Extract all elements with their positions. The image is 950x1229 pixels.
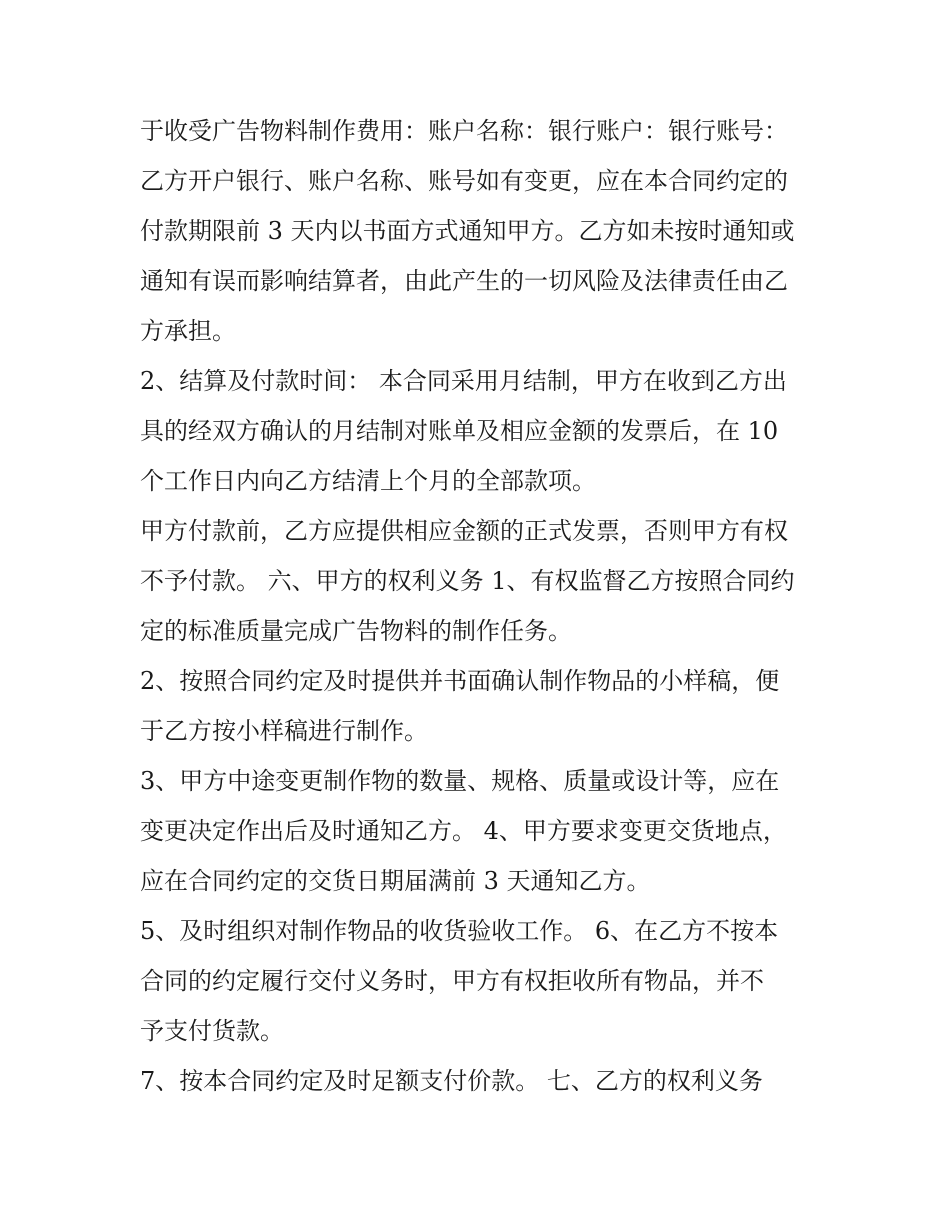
text-line: 个工作日内向乙方结清上个月的全部款项。 xyxy=(140,467,596,495)
text-line: 于乙方按小样稿进行制作。 xyxy=(140,717,428,745)
text-line: 予支付货款。 xyxy=(140,1017,284,1045)
text-line: 付款期限前 3 天内以书面方式通知甲方。乙方如未按时通知或 xyxy=(140,217,795,245)
text-line: 合同的约定履行交付义务时，甲方有权拒收所有物品，并不 xyxy=(140,967,764,995)
text-line: 具的经双方确认的月结制对账单及相应金额的发票后，在 10 xyxy=(140,417,779,445)
document-body xyxy=(140,106,820,1106)
text-line: 应在合同约定的交货日期届满前 3 天通知乙方。 xyxy=(140,867,651,895)
text-line: 通知有误而影响结算者，由此产生的一切风险及法律责任由乙 xyxy=(140,267,788,295)
text-line: 3、甲方中途变更制作物的数量、规格、质量或设计等，应在 xyxy=(140,767,780,795)
text-line: 甲方付款前，乙方应提供相应金额的正式发票，否则甲方有权 xyxy=(140,517,788,545)
text-line: 乙方开户银行、账户名称、账号如有变更，应在本合同约定的 xyxy=(140,167,788,195)
text-line: 不予付款。 六、甲方的权利义务 1、有权监督乙方按照合同约 xyxy=(140,567,795,595)
text-line: 2、按照合同约定及时提供并书面确认制作物品的小样稿，便 xyxy=(140,667,780,695)
text-line: 2、结算及付款时间： 本合同采用月结制，甲方在收到乙方出 xyxy=(140,367,787,395)
text-line: 方承担。 xyxy=(140,317,236,345)
text-line: 于收受广告物料制作费用：账户名称：银行账户：银行账号： xyxy=(140,117,788,145)
text-line: 5、及时组织对制作物品的收货验收工作。 6、在乙方不按本 xyxy=(140,917,779,945)
text-line: 变更决定作出后及时通知乙方。 4、甲方要求变更交货地点， xyxy=(140,817,787,845)
text-line: 7、按本合同约定及时足额支付价款。 七、乙方的权利义务 xyxy=(140,1067,763,1095)
text-line: 定的标准质量完成广告物料的制作任务。 xyxy=(140,617,572,645)
